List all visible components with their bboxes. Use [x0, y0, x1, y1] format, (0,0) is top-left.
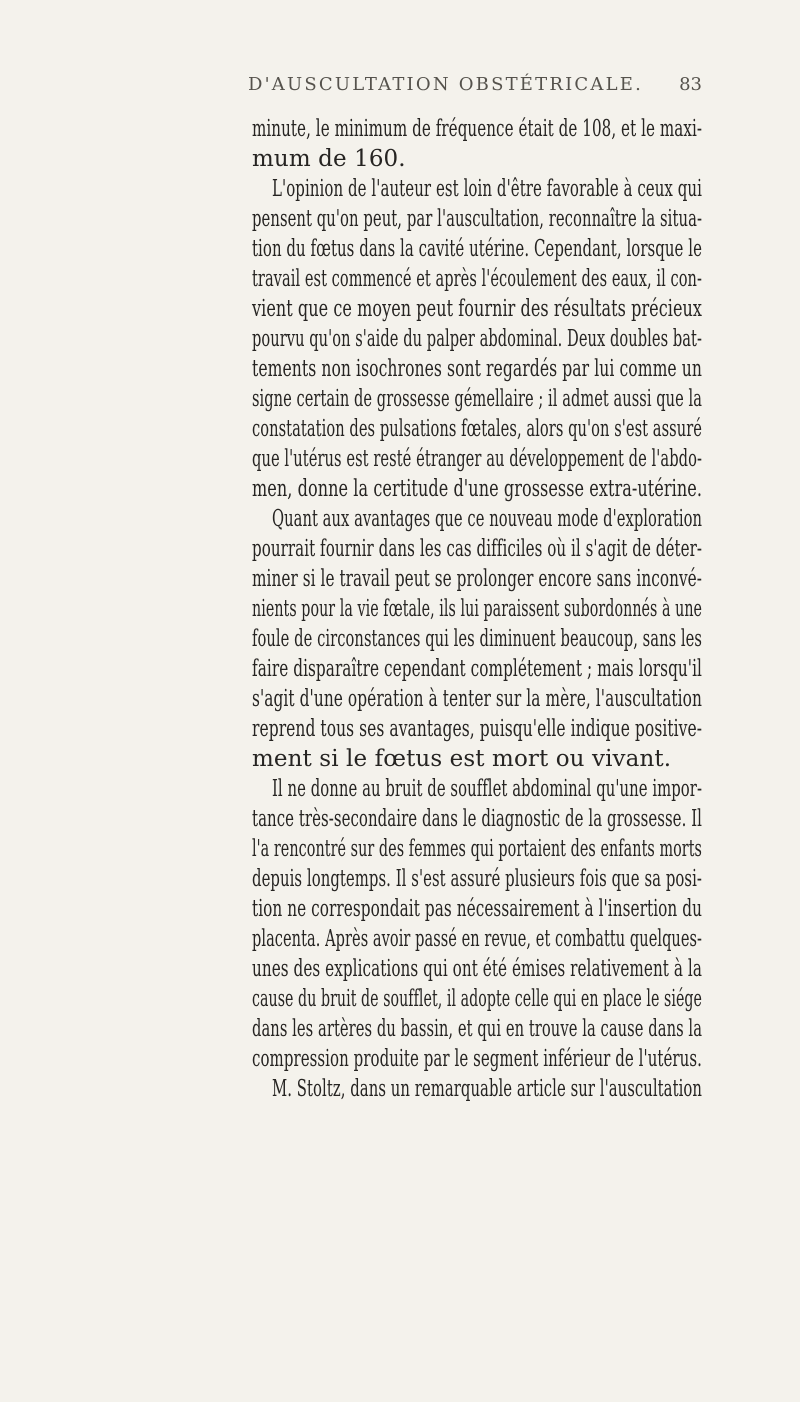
text-line: minute, le minimum de fréquence était de 108, et le maxi-: [252, 116, 703, 142]
text-line: unes des explications qui ont été émises relativement à la: [252, 956, 702, 982]
text-line: M. Stoltz, dans un remarquable article sur l'auscultation: [272, 1076, 702, 1102]
text-line: Quant aux avantages que ce nouveau mode d'exploration: [272, 506, 703, 532]
text-line: tance très-secondaire dans le diagnostic de la grossesse. Il: [252, 806, 703, 832]
text-line: Il ne donne au bruit de soufflet abdominal qu'une impor-: [272, 776, 703, 802]
text-line: cause du bruit de soufflet, il adopte celle qui en place le siége: [252, 986, 702, 1012]
text-line: placenta. Après avoir passé en revue, et combattu quelques-: [252, 926, 703, 952]
text-line: signe certain de grossesse gémellaire ; il admet aussi que la: [252, 386, 702, 412]
text-line: tements non isochrones sont regardés par lui comme un: [252, 356, 702, 382]
text-line: depuis longtemps. Il s'est assuré plusieurs fois que sa posi-: [252, 866, 702, 892]
text-line: l'a rencontré sur des femmes qui portaient des enfants morts: [252, 836, 702, 862]
text-line: tion ne correspondait pas nécessairement à l'insertion du: [252, 896, 702, 922]
text-line: pourrait fournir dans les cas difficiles où il s'agit de déter-: [252, 536, 703, 562]
text-line: nients pour la vie fœtale, ils lui paraissent subordonnés à une: [252, 596, 703, 622]
text-line: que l'utérus est resté étranger au développement de l'abdo-: [252, 446, 703, 472]
text-line: mum de 160.: [252, 146, 406, 172]
text-line: faire disparaître cependant complétement ; mais lorsqu'il: [252, 656, 702, 682]
text-line: s'agit d'une opération à tenter sur la mère, l'auscultation: [252, 686, 702, 712]
running-head: D'AUSCULTATION OBSTÉTRICALE.: [248, 74, 644, 95]
text-line: vient que ce moyen peut fournir des résultats précieux: [252, 296, 703, 322]
text-line: miner si le travail peut se prolonger encore sans inconvé-: [252, 566, 702, 592]
page-number: 83: [679, 74, 702, 95]
text-line: pensent qu'on peut, par l'auscultation, reconnaître la situa-: [252, 206, 703, 232]
text-line: pourvu qu'on s'aide du palper abdominal. Deux doubles bat-: [252, 326, 702, 352]
text-line: men, donne la certitude d'une grossesse extra-utérine.: [252, 476, 703, 502]
text-line: constatation des pulsations fœtales, alors qu'on s'est assuré: [252, 416, 703, 442]
text-line: ment si le fœtus est mort ou vivant.: [252, 746, 672, 772]
text-line: dans les artères du bassin, et qui en trouve la cause dans la: [252, 1016, 703, 1042]
text-line: L'opinion de l'auteur est loin d'être favorable à ceux qui: [272, 176, 703, 202]
text-line: compression produite par le segment inférieur de l'utérus.: [252, 1046, 702, 1072]
text-line: reprend tous ses avantages, puisqu'elle indique positive-: [252, 716, 703, 742]
text-line: travail est commencé et après l'écoulement des eaux, il con-: [252, 266, 702, 292]
text-line: foule de circonstances qui les diminuent beaucoup, sans les: [252, 626, 703, 652]
text-line: tion du fœtus dans la cavité utérine. Cependant, lorsque le: [252, 236, 702, 262]
